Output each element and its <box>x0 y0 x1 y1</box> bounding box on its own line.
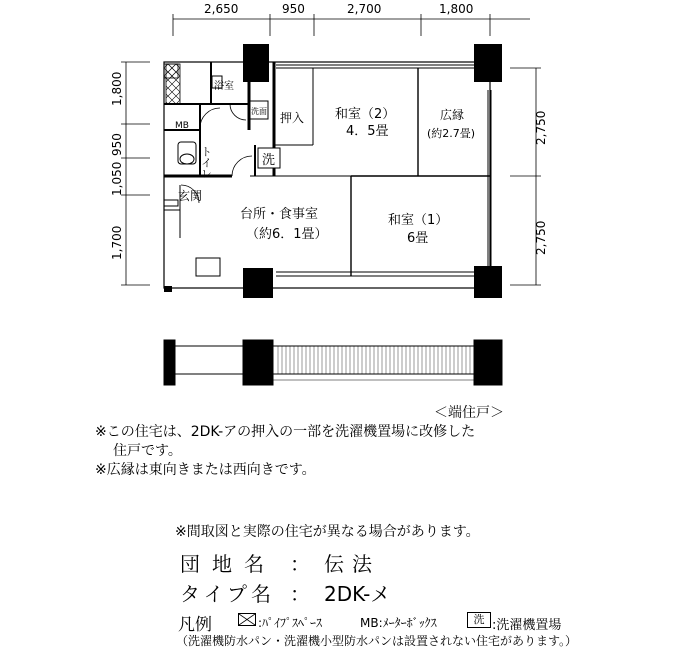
room-hiroen-size: (約2.7畳) <box>427 127 476 140</box>
legend-meter-box: MB:ﾒｰﾀｰﾎﾞｯｸｽ <box>360 616 437 630</box>
room-laundry: 洗 <box>262 153 276 168</box>
windows <box>276 65 500 276</box>
room-genkan: 玄関 <box>178 189 203 203</box>
room-dk-name: 台所・食事室 <box>240 207 319 222</box>
room-wash: 洗面 <box>251 107 267 116</box>
complex-separator: ： <box>290 552 310 576</box>
legend-pipe-space: :ﾊﾟｲﾌﾟｽﾍﾟｰｽ <box>258 616 323 630</box>
note-hiroen-direction: ※広縁は東向きまたは西向きです。 <box>95 462 316 478</box>
pipe-space-2 <box>164 64 178 78</box>
room-dk-size: （約6．1畳） <box>246 227 328 242</box>
note-renovation-line2: 住戸です。 <box>113 443 182 459</box>
dim-top-3: 2,700 <box>347 2 382 16</box>
legend-title: 凡例 <box>178 615 212 635</box>
type-name: 2DK-メ <box>324 582 391 606</box>
section-view <box>164 340 502 385</box>
dim-top-4: 1,800 <box>439 2 474 16</box>
note-renovation-line1: ※この住宅は、2DK-アの押入の一部を洗濯機置場に改修した <box>95 424 476 440</box>
complex-name: 伝法 <box>324 552 380 576</box>
legend-wash-symbol: 洗 <box>467 612 491 628</box>
type-separator: ： <box>290 582 310 606</box>
type-label: タイプ名 <box>180 582 275 606</box>
complex-label: 団地名 <box>180 552 276 576</box>
dim-top-2: 950 <box>282 2 305 16</box>
railing <box>278 346 470 374</box>
legend-wash-text: :洗濯機置場 <box>492 618 562 633</box>
room-washitsu2-size: 4．5畳 <box>346 124 389 139</box>
room-toilet: トイレ <box>199 146 213 179</box>
dim-top-1: 2,650 <box>204 2 239 16</box>
room-mb: MB <box>175 121 189 131</box>
dim-left-2: 950 <box>110 133 124 156</box>
disclaimer: ※間取図と実際の住宅が異なる場合があります。 <box>175 524 480 540</box>
dim-left-1: 1,800 <box>110 71 124 106</box>
room-closet: 押入 <box>280 111 305 125</box>
room-washitsu1-name: 和室（1） <box>388 213 449 228</box>
pipe-space-legend-icon <box>238 613 256 626</box>
room-bath: 浴室 <box>214 81 234 92</box>
room-hiroen-name: 広縁 <box>440 108 465 122</box>
dim-left-3: 1,050 <box>110 161 124 196</box>
dim-left-4: 1,700 <box>110 225 124 260</box>
wall-outline <box>164 62 490 288</box>
unit-type-note: ＜端住戸＞ <box>434 405 504 421</box>
dim-right-2: 2,750 <box>534 220 548 255</box>
legend-footnote: （洗濯機防水パン・洗濯機小型防水パンは設置されない住宅があります。） <box>176 634 578 648</box>
room-washitsu2-name: 和室（2） <box>335 107 396 122</box>
dim-right-1: 2,750 <box>534 110 548 145</box>
room-washitsu1-size: 6畳 <box>407 231 429 246</box>
